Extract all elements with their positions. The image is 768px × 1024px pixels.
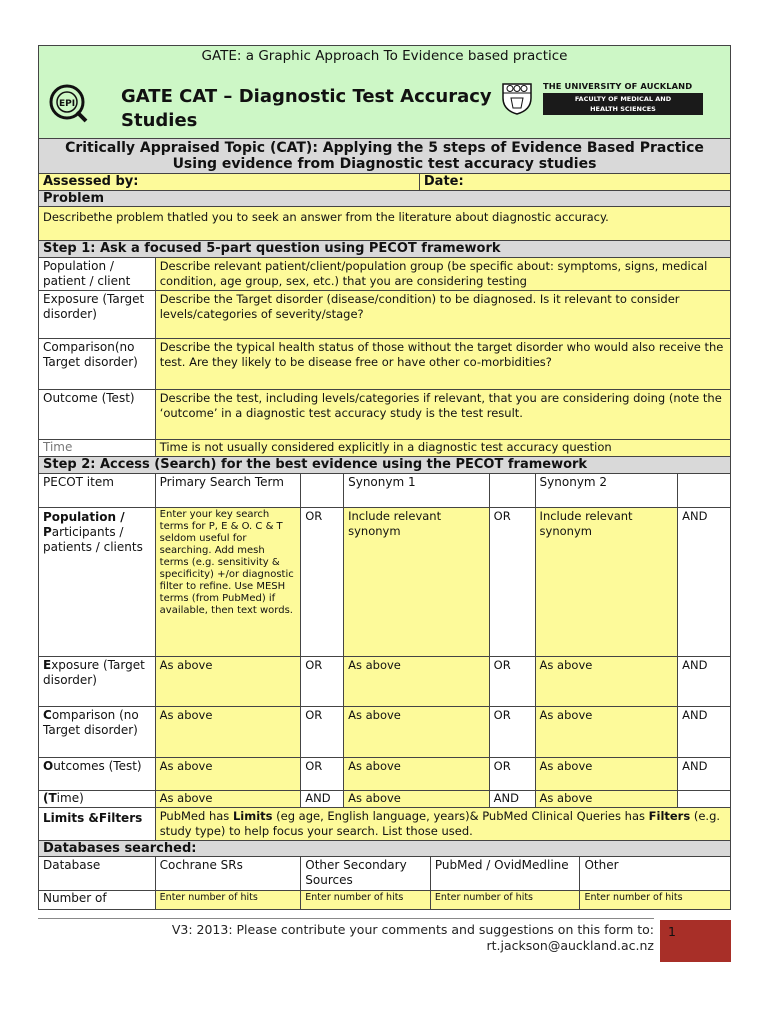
comparison-op-3: AND (678, 707, 730, 757)
limits-filters-row (38, 808, 731, 841)
faculty-line-2: HEALTH SCIENCES (590, 105, 656, 113)
assessed-by-field[interactable]: Assessed by: (39, 174, 420, 190)
limits-text-2: (eg age, English language, years)& PubMed Clinical Queries has (272, 809, 649, 823)
search-row-outcomes (38, 758, 731, 791)
step1-row-comparison (38, 339, 731, 390)
limits-bold-1: Limits (232, 809, 273, 823)
limits-text-3: (e.g. study type) to help focus your search. List those used. (159, 809, 721, 838)
page-number: 1 (660, 920, 731, 962)
db-hits-label: Number of (39, 891, 156, 909)
problem-text-field[interactable]: Describethe problem thatled you to seek an answer from the literature about diagnostic accuracy. (43, 210, 609, 224)
step1-label-population: Population / patient / client (39, 258, 156, 290)
db-header-cochrane: Cochrane SRs (156, 857, 302, 890)
step1-row-time (38, 440, 731, 457)
problem-heading-row (38, 191, 731, 207)
step1-label-exposure: Exposure (Target disorder) (39, 291, 156, 338)
exposure-op-3: AND (678, 657, 730, 706)
db-header-other-secondary: Other Secondary Sources (301, 857, 431, 890)
participants-rest: articipants / patients / clients (43, 525, 143, 554)
participants-initial: P (43, 525, 52, 539)
col-primary-search-term: Primary Search Term (156, 474, 302, 507)
db-hits-other-secondary[interactable]: Enter number of hits (301, 891, 431, 909)
search-label-outcomes (39, 758, 156, 790)
population-synonym-1[interactable]: Include relevant synonym (344, 508, 490, 656)
step1-text-comparison[interactable]: Describe the typical health status of those without the target disorder who would also receive the test. Are they likely to be disease free or have other co-morbidities? (156, 339, 730, 389)
step1-text-population[interactable]: Describe relevant patient/client/population group (be specific about: symptoms, signs, medical condition, age group, sex, etc.) that you are considering testing (156, 258, 730, 290)
outcomes-primary-term[interactable]: As above (156, 758, 302, 790)
search-label-comparison (39, 707, 156, 757)
exposure-synonym-2[interactable]: As above (536, 657, 679, 706)
step1-row-population (38, 258, 731, 291)
step1-text-exposure[interactable]: Describe the Target disorder (disease/condition) to be diagnosed. Is it relevant to consider levels/categories of severity/stage? (156, 291, 730, 338)
search-row-comparison (38, 707, 731, 758)
footer-text (40, 922, 654, 954)
time-op-3 (678, 791, 730, 807)
population-op-3: AND (678, 508, 730, 656)
footer-line-1: V3: 2013: Please contribute your comments and suggestions on this form to: (171, 922, 654, 937)
outcomes-synonym-2[interactable]: As above (536, 758, 679, 790)
comparison-op-2: OR (490, 707, 536, 757)
db-header-other: Other (584, 858, 619, 872)
step1-text-time[interactable]: Time is not usually considered explicitly in a diagnostic test accuracy question (156, 440, 730, 456)
footer-divider (38, 918, 654, 919)
exposure-op-2: OR (490, 657, 536, 706)
step2-heading-row (38, 457, 731, 474)
limits-bold-2: Filters (648, 809, 691, 823)
date-field[interactable]: Date: (423, 174, 464, 189)
databases-heading: Databases searched: (43, 841, 197, 856)
col-op-3 (678, 474, 730, 507)
step1-label-outcome: Outcome (Test) (39, 390, 156, 439)
exposure-rest: xposure (Target disorder) (43, 658, 145, 687)
time-rest: ime) (56, 791, 84, 805)
cat-form (38, 45, 731, 910)
step1-row-exposure (38, 291, 731, 339)
time-primary-term[interactable]: As above (156, 791, 302, 807)
gate-subtitle: GATE: a Graphic Approach To Evidence based practice (201, 48, 568, 64)
time-synonym-2[interactable]: As above (536, 791, 679, 807)
col-synonym-1: Synonym 1 (344, 474, 490, 507)
assessed-row (38, 174, 731, 191)
comparison-synonym-2[interactable]: As above (536, 707, 679, 757)
time-synonym-1[interactable]: As above (344, 791, 490, 807)
problem-row (38, 207, 731, 241)
outcomes-initial: O (43, 759, 54, 773)
form-header (38, 45, 731, 139)
footer-email-link[interactable]: rt.jackson@auckland.ac.nz (486, 938, 654, 953)
col-synonym-2: Synonym 2 (536, 474, 679, 507)
comparison-primary-term[interactable]: As above (156, 707, 302, 757)
population-op-2: OR (490, 508, 536, 656)
db-hits-other[interactable]: Enter number of hits (580, 891, 730, 909)
comparison-initial: C (43, 708, 52, 722)
db-hits-pubmed[interactable]: Enter number of hits (431, 891, 581, 909)
step1-heading-row (38, 241, 731, 258)
epi-logo-text: EPI (58, 99, 76, 109)
population-op-1: OR (301, 508, 344, 656)
faculty-box (543, 93, 703, 115)
exposure-initial: E (43, 658, 52, 672)
databases-hits-row (38, 891, 731, 910)
exposure-primary-term[interactable]: As above (156, 657, 302, 706)
outcomes-op-2: OR (490, 758, 536, 790)
col-op-2 (490, 474, 536, 507)
step1-row-outcome (38, 390, 731, 440)
col-op-1 (301, 474, 344, 507)
population-rest: opulation / (51, 510, 125, 524)
search-label-time (39, 791, 156, 807)
db-header-database: Database (39, 857, 156, 890)
limits-filters-text[interactable] (156, 808, 730, 840)
search-row-exposure (38, 657, 731, 707)
comparison-op-1: OR (301, 707, 344, 757)
step2-heading: Step 2: Access (Search) for the best evidence using the PECOT framework (43, 457, 588, 472)
exposure-synonym-1[interactable]: As above (344, 657, 490, 706)
subtitle-line-1: Critically Appraised Topic (CAT): Applying the 5 steps of Evidence Based Practice (65, 140, 704, 156)
university-name: THE UNIVERSITY OF AUCKLAND (543, 81, 693, 91)
search-row-time (38, 791, 731, 808)
population-initial: P (43, 510, 52, 524)
databases-header-row (38, 857, 731, 891)
col-pecot-item: PECOT item (39, 474, 156, 507)
limits-text-1: PubMed has (159, 809, 233, 823)
time-open-paren: ( (43, 791, 49, 805)
faculty-line-1: FACULTY OF MEDICAL AND (574, 95, 672, 103)
time-op-1: AND (301, 791, 344, 807)
step1-label-comparison: Comparison(no Target disorder) (39, 339, 156, 389)
step1-label-time: Time (39, 440, 156, 456)
search-label-exposure (39, 657, 156, 706)
university-crest-icon (499, 80, 535, 116)
db-hits-cochrane[interactable]: Enter number of hits (156, 891, 302, 909)
step1-heading: Step 1: Ask a focused 5-part question using PECOT framework (43, 241, 501, 256)
epi-logo-icon (47, 82, 89, 124)
university-logo (499, 80, 727, 122)
search-label-population (39, 508, 156, 656)
comparison-rest: omparison (no Target disorder) (43, 708, 139, 737)
time-op-2: AND (490, 791, 536, 807)
databases-heading-row (38, 841, 731, 857)
search-row-population (38, 508, 731, 657)
step2-header-row (38, 474, 731, 508)
exposure-op-1: OR (301, 657, 344, 706)
outcomes-op-3: AND (678, 758, 730, 790)
problem-heading: Problem (43, 191, 104, 206)
subtitle-line-2: Using evidence from Diagnostic test accuracy studies (172, 156, 597, 172)
outcomes-rest: utcomes (Test) (53, 759, 142, 773)
cat-subtitle (38, 139, 731, 174)
time-initial: T (48, 791, 57, 805)
comparison-synonym-1[interactable]: As above (344, 707, 490, 757)
step1-text-outcome[interactable]: Describe the test, including levels/categories if relevant, that you are considering doing (note the ‘outcome’ in a diagnostic test accuracy study is the test result. (156, 390, 730, 439)
population-primary-term[interactable]: Enter your key search terms for P, E & O. C & T seldom useful for searching. Add mesh terms (e.g. sensitivity & specificity) +/or diagnostic filter to refine. Use MESH terms (from PubMed) if available, then text words. (156, 508, 302, 656)
db-header-pubmed: PubMed / OvidMedline (431, 857, 581, 890)
outcomes-op-1: OR (301, 758, 344, 790)
population-synonym-2[interactable]: Include relevant synonym (536, 508, 679, 656)
cat-title: GATE CAT – Diagnostic Test Accuracy Studies (121, 86, 492, 131)
limits-filters-label: Limits &Filters (39, 808, 156, 840)
outcomes-synonym-1[interactable]: As above (344, 758, 490, 790)
